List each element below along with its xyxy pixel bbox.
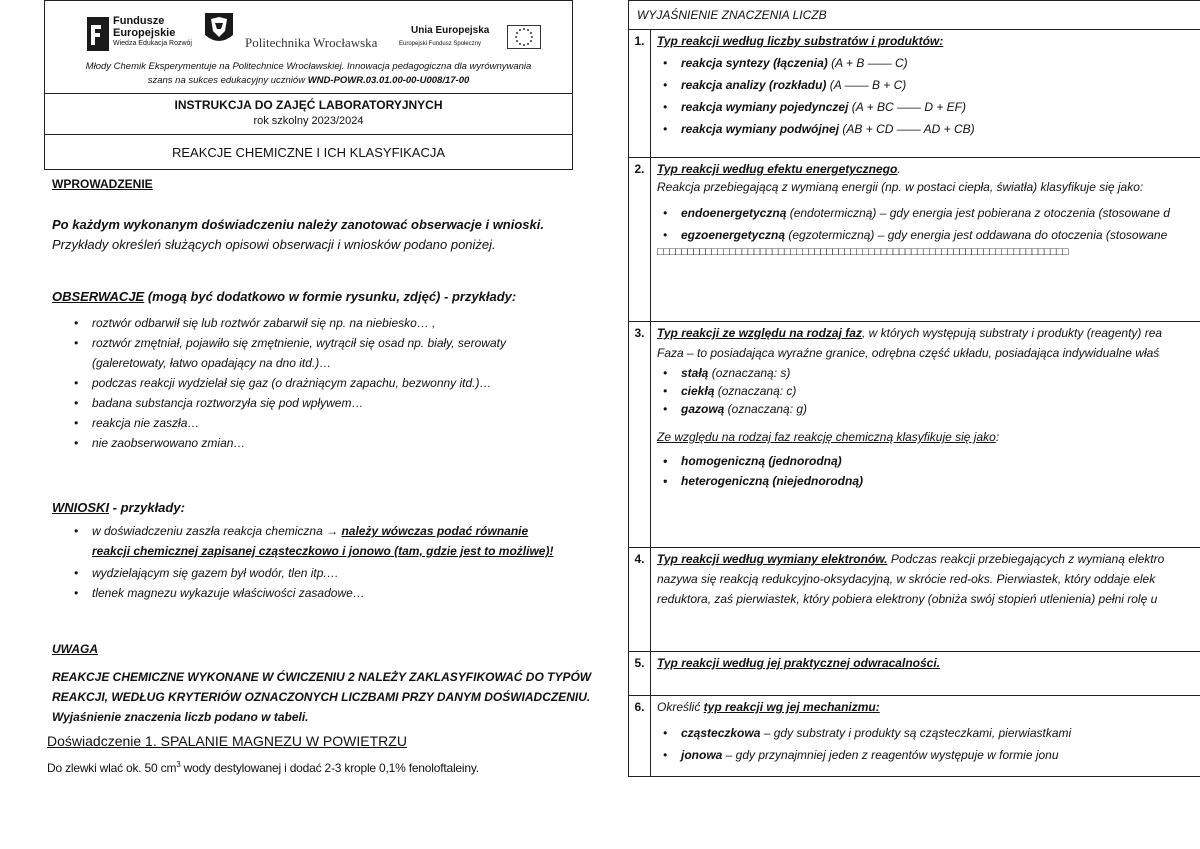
fe-logo-line1: Fundusze — [113, 15, 165, 27]
row-sub: Ze względu na rodzaj faz reakcję chemiczną klasyfikuje się jako — [657, 430, 996, 444]
observations-list — [70, 316, 590, 456]
table-row — [628, 158, 1200, 322]
list-item: • roztwór odbarwił się lub roztwór zabarwił się np. na niebiesko… , — [70, 316, 590, 336]
placeholder-boxes: □□□□□□□□□□□□□□□□□□□□□□□□□□□□□□□□□□□□□□□□□□□□□□□□□□□□□□□□□□□□□□□□□□□□ — [657, 246, 1068, 258]
note-heading: UWAGA — [52, 642, 98, 656]
item-bold: cząsteczkowa — [681, 726, 761, 740]
item-rest: (egzotermiczną) – gdy energia jest oddawana do otoczenia (stosowane — [785, 228, 1168, 242]
table-row — [628, 30, 1200, 158]
row-content — [657, 552, 1200, 612]
project-line2-text: szans na sukces edukacyjny uczniów — [147, 75, 308, 86]
table-title: WYJAŚNIENIE ZNACZENIA LICZB — [637, 8, 827, 22]
row-heading-tail: , w których występują substraty i produkty (reagenty) rea — [861, 326, 1163, 340]
table-row — [628, 548, 1200, 652]
fe-logo-line3: Wiedza Edukacja Rozwój — [113, 40, 192, 47]
row-heading: Typ reakcji według liczby substratów i produktów: — [657, 34, 944, 48]
list-item — [659, 56, 1200, 78]
item-bold: stałą — [681, 366, 709, 380]
project-code: WND-POWR.03.01.00-00-U008/17-00 — [307, 75, 470, 86]
item-rest: (oznaczaną: s) — [708, 366, 791, 380]
item-bold: endoenergetyczną — [681, 206, 787, 220]
project-line2 — [45, 75, 572, 86]
row-line: nazywa się reakcją redukcyjno-oksydacyjną, w skrócie red-oks. Pierwiastek, który oddaje elek — [657, 572, 1156, 586]
row-heading: Typ reakcji według efektu energetycznego — [657, 162, 898, 176]
eu-flag-icon — [507, 25, 541, 49]
row-heading: typ reakcji wg jej mechanizmu: — [703, 700, 880, 714]
row-line: reduktora, zaś pierwiastek, który pobiera elektrony (obniża swój stopień utlenienia) pełni rolę u — [657, 592, 1158, 606]
row-number: 1. — [629, 30, 651, 157]
experiment-title: Doświadczenie 1. SPALANIE MAGNEZU W POWIETRZU — [47, 733, 407, 749]
school-year: rok szkolny 2023/2024 — [253, 115, 364, 127]
list-item: • heterogeniczną (niejednorodną) — [659, 474, 1200, 494]
row-content — [657, 162, 1200, 258]
conclusions-list — [70, 524, 630, 606]
item-rest: – gdy substraty i produkty są cząsteczkami, pierwiastkami — [760, 726, 1072, 740]
row-heading-line — [657, 552, 1200, 572]
list-item: • reakcja nie zaszła… — [70, 416, 590, 436]
list-item — [659, 726, 1200, 748]
list-item — [659, 78, 1200, 100]
header-box — [44, 0, 573, 94]
item-bold: egzoenergetyczną — [681, 228, 786, 242]
experiment-text — [47, 760, 479, 775]
unia-europejska-logo — [395, 21, 555, 55]
list-item: • nie zaobserwowano zmian… — [70, 436, 590, 456]
list-item — [659, 384, 1200, 402]
row-content — [657, 34, 1200, 144]
row-number: 6. — [629, 696, 651, 776]
note-line2: REAKCJI, WEDŁUG KRYTERIÓW OZNACZONYCH LICZBAMI PRZY DANYM DOŚWIADCZENIU. — [52, 690, 591, 704]
note-line1: REAKCJE CHEMICZNE WYKONANE W ĆWICZENIU 2 NALEŻY ZAKLASYFIKOWAĆ DO TYPÓW — [52, 670, 592, 684]
item-rest: (AB + CD —— AD + CB) — [839, 122, 975, 136]
row-heading-pre: Określić — [657, 700, 704, 714]
row-heading-tail: . — [897, 162, 901, 176]
row-heading-line — [657, 162, 1200, 180]
experiment-text-a: Do zlewki wlać ok. 50 cm — [47, 761, 177, 775]
ue-logo-line1: Unia Europejska — [411, 25, 490, 36]
fe-flag-icon — [87, 17, 109, 51]
row-number: 5. — [629, 652, 651, 695]
table-title-row — [628, 0, 1200, 30]
note-line3: Wyjaśnienie znaczenia liczb podano w tabeli. — [52, 710, 309, 724]
list-item: • wydzielającym się gazem był wodór, tlen itp.… — [70, 566, 630, 586]
row-heading-line — [657, 700, 1200, 726]
subject-title: REAKCJE CHEMICZNE I ICH KLASYFIKACJA — [171, 145, 446, 160]
list-item: • badana substancja roztworzyła się pod wpływem… — [70, 396, 590, 416]
row-number: 2. — [629, 158, 651, 321]
instruction-title: INSTRUKCJA DO ZAJĘĆ LABORATORYJNYCH — [174, 98, 443, 112]
explanation-table — [628, 0, 1200, 777]
item-bold: reakcja syntezy (łączenia) — [681, 56, 828, 70]
list-item: • homogeniczną (jednorodną) — [659, 454, 1200, 474]
observations-heading-rest: (mogą być dodatkowo w formie rysunku, zdjęć) - przykłady: — [144, 289, 517, 304]
list-item — [659, 366, 1200, 384]
list-item — [659, 100, 1200, 122]
row-line: Reakcja przebiegającą z wymianą energii (np. w postaci ciepła, światła) klasyfikuje się jako: — [657, 180, 1144, 194]
item-rest: (endotermiczną) – gdy energia jest pobierana z otoczenia (stosowane d — [786, 206, 1170, 220]
row-heading: Typ reakcji według wymiany elektronów. — [657, 552, 888, 566]
table-row — [628, 322, 1200, 548]
intro-line2: Przykłady określeń służących opisowi obserwacji i wniosków podano poniżej. — [52, 237, 496, 252]
item-rest: (oznaczaną: g) — [724, 402, 808, 416]
item-bold: reakcja analizy (rozkładu) — [681, 78, 827, 92]
item-rest: (A + BC —— D + EF) — [848, 100, 966, 114]
experiment-text-b: wody destylowanej i dodać 2-3 krople 0,1% fenoloftaleiny. — [180, 761, 479, 775]
experiment-text-sup: 3 — [176, 760, 181, 769]
row-sub-line — [657, 430, 1200, 454]
list-item — [659, 206, 1200, 228]
conclusion-text: w doświadczeniu zaszła reakcja chemiczna → — [92, 524, 342, 538]
observations-heading-label: OBSERWACJE — [52, 289, 145, 304]
list-item — [659, 402, 1200, 430]
row-heading: Typ reakcji według jej praktycznej odwracalności. — [657, 656, 940, 670]
row-content — [657, 326, 1200, 494]
conclusions-heading-label: WNIOSKI — [52, 500, 110, 515]
item-rest: (oznaczaną: c) — [714, 384, 797, 398]
item-bold: reakcja wymiany pojedynczej — [681, 100, 849, 114]
item-bold: jonowa — [681, 748, 723, 762]
row-number: 4. — [629, 548, 651, 651]
list-item: • podczas reakcji wydzielał się gaz (o drażniącym zapachu, bezwonny itd.)… — [70, 376, 590, 396]
list-item: • roztwór zmętniał, pojawiło się zmętnienie, wytrącił się osad np. biały, serowaty — [70, 336, 590, 356]
conclusion-emphasis-continued: reakcji chemicznej zapisanej cząsteczkowo i jonowo (tam, gdzie jest to możliwe)! — [92, 544, 554, 558]
list-item — [659, 122, 1200, 144]
item-rest: (A —— B + C) — [826, 78, 907, 92]
row-sub-tail: : — [995, 430, 1000, 444]
item-rest: – gdy przynajmniej jeden z reagentów występuje w formie jonu — [722, 748, 1059, 762]
conclusions-heading — [52, 500, 185, 515]
politechnika-logo-text: Politechnika Wrocławska — [245, 35, 378, 50]
row-number: 3. — [629, 322, 651, 547]
row-heading-tail: Podczas reakcji przebiegających z wymianą elektro — [887, 552, 1165, 566]
intro-heading: WPROWADZENIE — [52, 177, 153, 191]
fe-logo-line2: Europejskie — [113, 27, 176, 39]
ue-logo-line2: Europejski Fundusz Społeczny — [399, 41, 482, 47]
list-item: • tlenek magnezu wykazuje właściwości zasadowe… — [70, 586, 630, 606]
row-heading: Typ reakcji ze względu na rodzaj faz — [657, 326, 862, 340]
conclusion-emphasis: należy wówczas podać równanie — [341, 524, 529, 538]
item-rest: (A + B —— C) — [827, 56, 908, 70]
intro-line1: Po każdym wykonanym doświadczeniu należy zanotować obserwacje i wnioski. — [52, 217, 544, 232]
list-item — [70, 524, 630, 544]
observations-heading — [52, 289, 516, 304]
fundusze-europejskie-logo — [83, 15, 223, 55]
item-bold: gazową — [681, 402, 725, 416]
politechnika-logo — [205, 13, 385, 53]
title-box — [44, 93, 573, 135]
table-row — [628, 652, 1200, 696]
university-crest-icon — [205, 13, 233, 47]
item-bold: reakcja wymiany podwójnej — [681, 122, 840, 136]
list-item — [659, 748, 1200, 770]
table-row — [628, 696, 1200, 777]
list-item — [659, 228, 1200, 246]
project-line1: Młody Chemik Eksperymentuje na Politechnice Wrocławskiej. Innowacja pedagogiczna dla wyrównywania — [85, 61, 532, 72]
row-content — [657, 700, 1200, 770]
row-line: Faza – to posiadająca wyraźne granice, odrębna część układu, posiadająca indywidualne właś — [657, 346, 1160, 360]
list-item-continuation: (galeretowaty, łatwo opadający na dno itd.)… — [92, 356, 332, 370]
conclusions-heading-rest: - przykłady: — [109, 500, 185, 515]
item-bold: ciekłą — [681, 384, 715, 398]
row-heading-line — [657, 326, 1200, 346]
row-content — [657, 656, 1200, 670]
subject-box — [44, 134, 573, 170]
